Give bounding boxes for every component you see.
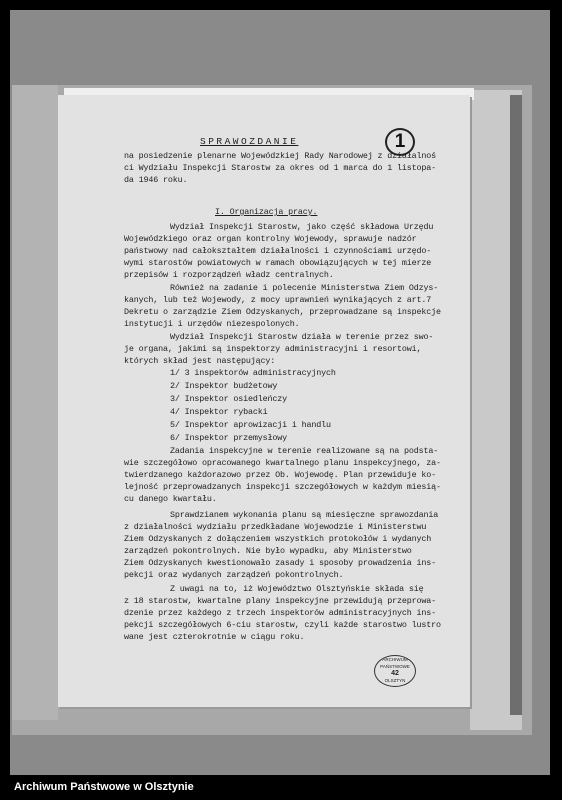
text-line: pekcji szczegółowych 6-ciu starostw, czyli każde starostwo lustro — [124, 620, 441, 630]
page-number: 1 — [385, 128, 415, 156]
text-line: Zadania inspekcyjne w terenie realizowane są na podsta- — [170, 446, 439, 456]
folder-spine — [510, 95, 522, 715]
text-line: wymi starostów powiatowych w ramach obowiązujących w tej mierze — [124, 258, 432, 268]
text-line: z działalności wydziału przedkładane Wojewodzie i Ministerstwu — [124, 522, 427, 532]
document-title: SPRAWOZDANIE — [200, 136, 299, 147]
text-line: dzenie przez każdego z trzech inspektorów administracyjnych ins- — [124, 608, 437, 618]
text-line: da 1946 roku. — [124, 175, 188, 185]
stamp-top-text: ARCHIWUM PAŃSTWOWE — [380, 657, 410, 669]
text-line: Sprawdzianem wykonania planu są miesięczne sprawozdania — [170, 510, 439, 520]
text-line: ci Wydziału Inspekcji Starostw za okres od 1 marca do 1 listopa- — [124, 163, 437, 173]
footer-bar — [0, 775, 562, 800]
stamp-number: 42 — [391, 670, 399, 677]
text-line: 1/ 3 inspektorów administracyjnych — [170, 368, 336, 378]
text-line: Wojewódzkiego oraz organ kontrolny Wojewody, sprawuje nadzór — [124, 234, 417, 244]
text-line: Również na zadanie i polecenie Ministerstwa Ziem Odzys- — [170, 283, 439, 293]
text-line: Ziem Odzyskanych kwestionowało zasady i sposoby prowadzenia ins- — [124, 558, 437, 568]
text-line: pekcji oraz wydanych zarządzeń pokontrolnych. — [124, 570, 344, 580]
text-line: 3/ Inspektor osiedleńczy — [170, 394, 288, 404]
text-line: cu danego kwartału. — [124, 494, 217, 504]
text-line: 6/ Inspektor przemysłowy — [170, 433, 288, 443]
text-line: lejność przeprowadzanych inspekcji szczegółowych w każdym miesią- — [124, 482, 441, 492]
text-line: kanych, lub też Wojewody, z mocy uprawnień wynikających z art.7 — [124, 295, 432, 305]
text-line: Dekretu o zarządzie Ziem Odzyskanych, przeprowadzane są inspekcje — [124, 307, 441, 317]
section-heading: I. Organizacja pracy. — [215, 207, 318, 217]
archive-name: Archiwum Państwowe w Olsztynie — [14, 781, 194, 793]
text-line: wie szczegółowo opracowanego kwartalnego planu inspekcyjnego, za- — [124, 458, 441, 468]
text-line: zarządzeń pokontrolnych. Nie było wypadku, aby Ministerstwo — [124, 546, 412, 556]
text-line: na posiedzenie plenarne Wojewódzkiej Rady Narodowej z działalnoś — [124, 151, 437, 161]
text-line: 4/ Inspektor rybacki — [170, 407, 268, 417]
text-line: Z uwagi na to, iż Województwo Olsztyńskie składa się — [170, 584, 424, 594]
text-line: przepisów i rozporządzeń władz centralnych. — [124, 270, 334, 280]
text-line: twierdzanego każdorazowo przez Ob. Wojewodę. Plan przewiduje ko- — [124, 470, 437, 480]
text-line: 5/ Inspektor aprowizacji i handlu — [170, 420, 331, 430]
text-line: Wydział Inspekcji Starostw działa w terenie przez swo- — [170, 332, 434, 342]
text-line: je organa, jakimi są inspektorzy administracyjni i resortowi, — [124, 344, 422, 354]
stamp-bottom-text: OLSZTYN — [384, 678, 406, 683]
text-line: instytucji i urzędów niezespolonych. — [124, 319, 300, 329]
text-line: 2/ Inspektor budżetowy — [170, 381, 278, 391]
text-line: Wydział Inspekcji Starostw, jako część składowa Urzędu — [170, 222, 434, 232]
text-line: z 18 starostw, kwartalne plany inspekcyjne przewidują przeprowa- — [124, 596, 437, 606]
folder-left-flap — [12, 85, 58, 720]
archive-stamp — [374, 655, 416, 687]
text-line: państwowy nad całokształtem działalności i czynnościami urzędo- — [124, 246, 432, 256]
text-line: Ziem Odzyskanych z dołączeniem wszystkich protokołów i wydanych — [124, 534, 432, 544]
text-line: których skład jest następujący: — [124, 356, 276, 366]
text-line: wane jest czterokrotnie w ciągu roku. — [124, 632, 305, 642]
